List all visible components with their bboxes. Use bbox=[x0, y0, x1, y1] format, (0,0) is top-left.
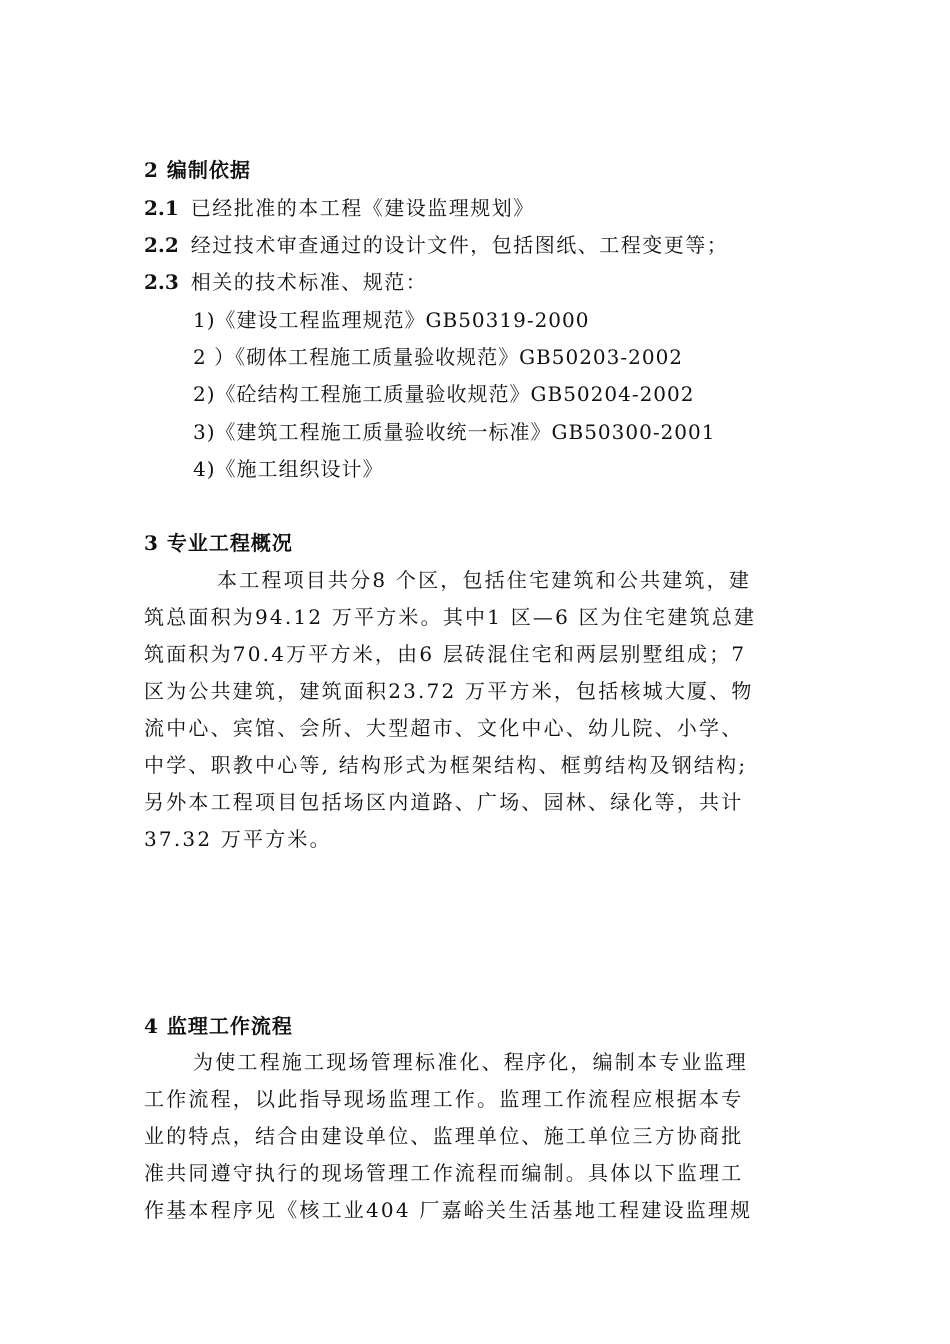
standard-item: 2 ）《砌体工程施工质量验收规范》GB50203-2002 bbox=[193, 345, 684, 369]
section-text: 经过技术审查通过的设计文件，包括图纸、工程变更等； bbox=[190, 233, 729, 257]
paragraph-line: 另外本工程项目包括场区内道路、广场、园林、绿化等，共计 bbox=[144, 790, 744, 814]
section-number: 2.2 bbox=[144, 233, 179, 257]
standard-item: 3)《建筑工程施工质量验收统一标准》GB50300-2001 bbox=[193, 420, 716, 444]
paragraph-line: 准共同遵守执行的现场管理工作流程而编制。具体以下监理工 bbox=[144, 1161, 744, 1185]
section-3-heading: 3 专业工程概况 bbox=[144, 531, 293, 555]
paragraph-line: 业的特点，结合由建设单位、监理单位、施工单位三方协商批 bbox=[144, 1124, 744, 1148]
paragraph-line: 中学、职教中心等, 结构形式为框架结构、框剪结构及钢结构; bbox=[144, 753, 748, 777]
standard-item: 1)《建设工程监理规范》GB50319-2000 bbox=[193, 308, 590, 332]
section-2-3 bbox=[144, 268, 427, 296]
standard-item: 4)《施工组织设计》 bbox=[193, 457, 384, 481]
section-text: 已经批准的本工程《建设监理规划》 bbox=[190, 196, 535, 220]
paragraph-line: 37.32 万平方米。 bbox=[144, 827, 332, 851]
paragraph-line: 为使工程施工现场管理标准化、程序化，编制本专业监理 bbox=[193, 1050, 748, 1074]
paragraph-line: 作基本程序见《核工业404 厂嘉峪关生活基地工程建设监理规 bbox=[144, 1198, 753, 1222]
paragraph-line: 工作流程，以此指导现场监理工作。监理工作流程应根据本专 bbox=[144, 1087, 744, 1111]
section-4-heading: 4 监理工作流程 bbox=[144, 1014, 293, 1038]
paragraph-line: 流中心、宾馆、会所、大型超市、文化中心、幼儿院、小学、 bbox=[144, 716, 744, 740]
section-2-1 bbox=[144, 194, 535, 222]
section-2-heading: 2 编制依据 bbox=[144, 158, 251, 182]
paragraph-line: 筑总面积为94.12 万平方米。其中1 区—6 区为住宅建筑总建 bbox=[144, 605, 757, 629]
paragraph-line: 筑面积为70.4万平方米，由6 层砖混住宅和两层别墅组成；7 bbox=[144, 642, 747, 666]
standard-item: 2)《砼结构工程施工质量验收规范》GB50204-2002 bbox=[193, 382, 695, 406]
paragraph-line: 区为公共建筑，建筑面积23.72 万平方米，包括核城大厦、物 bbox=[144, 679, 754, 703]
section-number: 2.3 bbox=[144, 270, 179, 294]
paragraph-line: 本工程项目共分8 个区，包括住宅建筑和公共建筑，建 bbox=[217, 568, 752, 592]
section-number: 2.1 bbox=[144, 196, 179, 220]
section-text: 相关的技术标准、规范： bbox=[190, 270, 428, 294]
section-2-2 bbox=[144, 231, 728, 259]
